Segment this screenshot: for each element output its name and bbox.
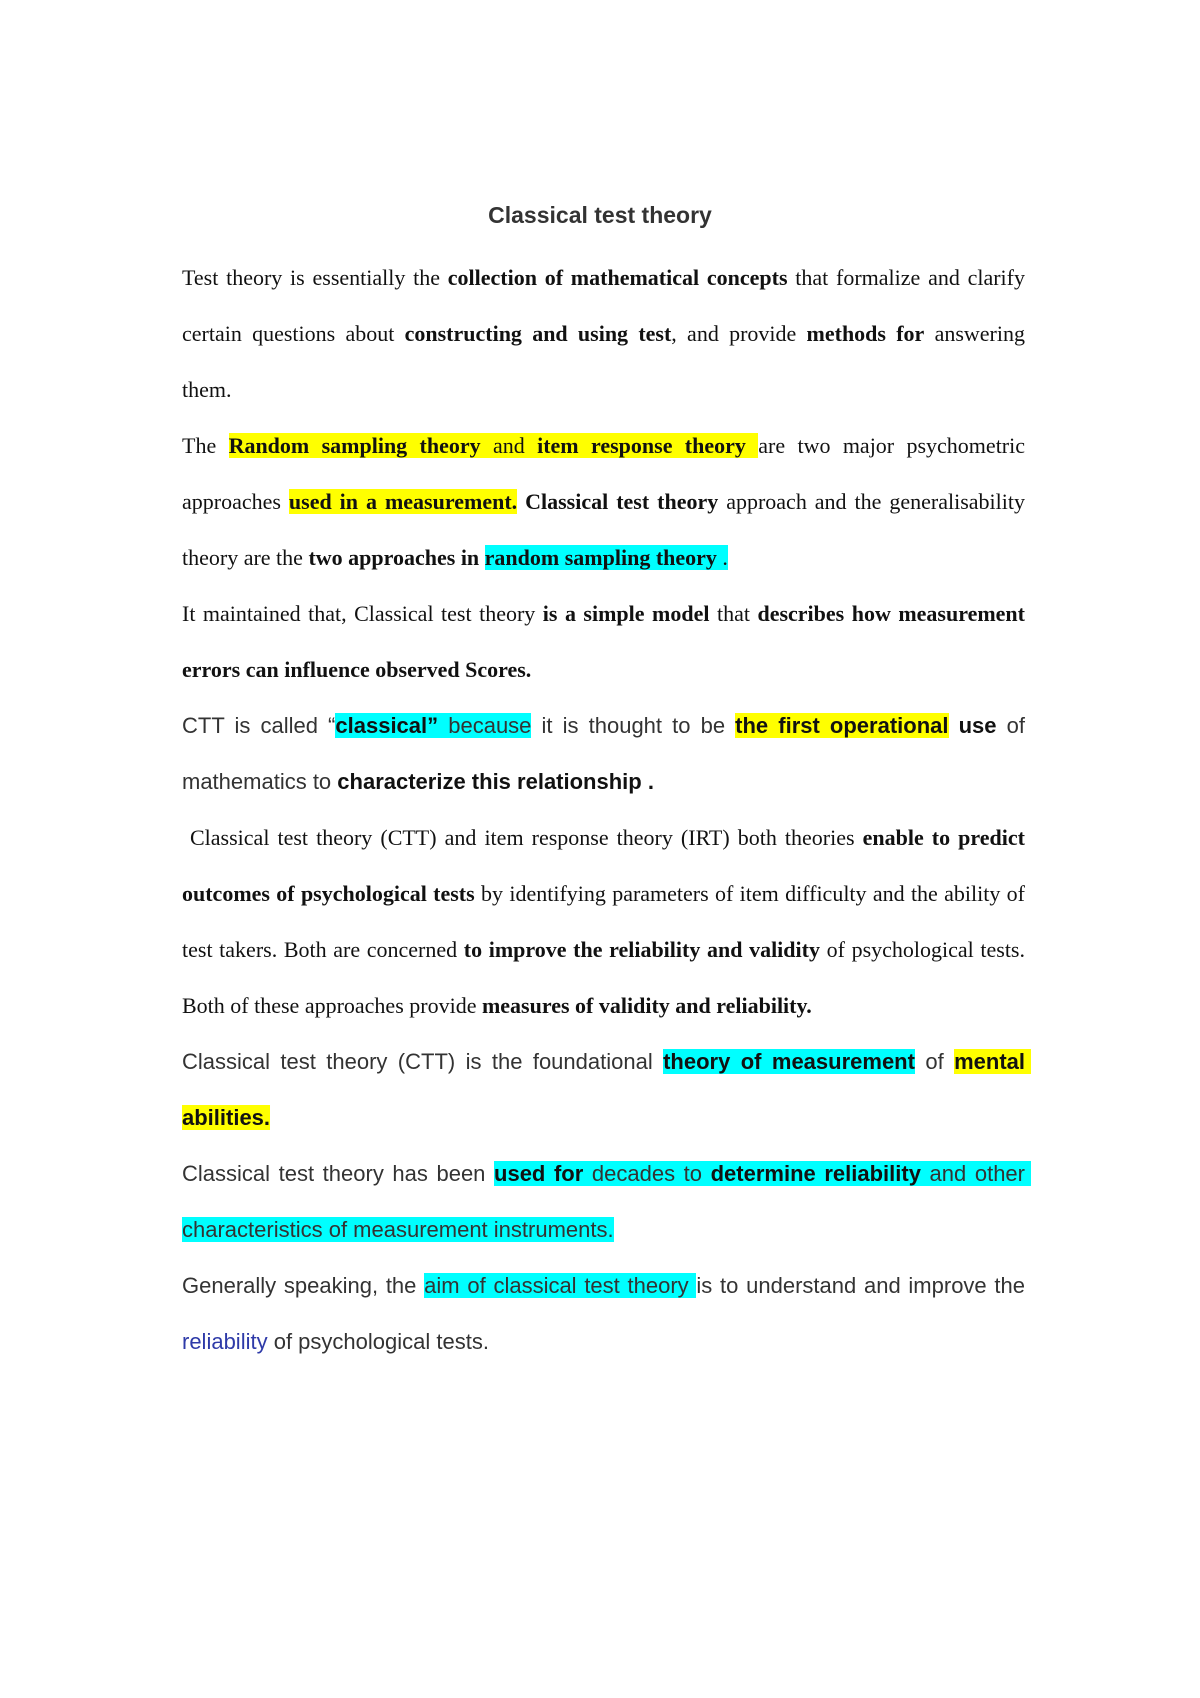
text-run: The	[182, 433, 229, 458]
page-title: Classical test theory	[488, 202, 712, 228]
document-body	[182, 250, 1032, 1370]
highlighted-text: the first operational	[735, 713, 949, 738]
bold-text: describes how measurement errors can influence observed Scores.	[182, 601, 1031, 682]
text-run: of	[914, 1049, 955, 1074]
bold-text: two approaches in	[308, 545, 480, 570]
paragraph	[182, 1034, 1032, 1146]
text-run	[479, 545, 485, 570]
text-run: Generally speaking, the	[182, 1273, 425, 1298]
bold-text: collection of mathematical concepts	[447, 265, 788, 290]
text-run: Classical test theory (CTT) and item response theory (IRT) both theories	[190, 825, 863, 850]
text-run: that formalize and clarify certain questions about	[182, 265, 1031, 346]
text-run: CTT is called “	[182, 713, 336, 738]
link-text[interactable]: reliability	[182, 1329, 268, 1354]
text-run: of psychological tests. Both of these approaches provide	[182, 937, 1031, 1018]
text-run: approach and the generalisability theory are the	[182, 489, 1031, 570]
highlighted-text: decades to	[583, 1161, 711, 1186]
paragraph	[182, 250, 1031, 418]
text-run: that	[709, 601, 758, 626]
bold-text: enable to predict outcomes of psychological tests	[182, 825, 1031, 906]
highlighted-text	[746, 433, 758, 458]
bold-text: is a simple model	[542, 601, 710, 626]
text-run: of psychological tests.	[267, 1329, 489, 1354]
highlighted-text: and other characteristics of measurement instruments.	[182, 1161, 1032, 1242]
text-run: Classical test theory has been	[182, 1161, 495, 1186]
text-run: it is thought to be	[531, 713, 736, 738]
highlighted-text: used for	[494, 1161, 584, 1186]
paragraph	[182, 586, 1031, 698]
text-run: of mathematics to	[182, 713, 1032, 794]
text-run: , and provide	[671, 321, 807, 346]
highlighted-text: mental abilities.	[182, 1049, 1032, 1130]
bold-text: to improve the reliability and validity	[463, 937, 820, 962]
highlighted-text: because	[438, 713, 532, 738]
text-run: Classical test theory (CTT) is the foundational	[182, 1049, 664, 1074]
text-run: It maintained that, Classical test theory	[182, 601, 543, 626]
bold-text: constructing and using test	[404, 321, 672, 346]
bold-text: Classical test theory	[525, 489, 719, 514]
text-run: are two major psychometric approaches	[182, 433, 1031, 514]
highlighted-text: random sampling theory	[484, 545, 717, 570]
text-run	[517, 489, 525, 514]
text-run: by identifying parameters of item difficulty and the ability of test takers. Both are concerned	[182, 881, 1031, 962]
bold-text: use	[958, 713, 997, 738]
text-run: is to understand and improve the	[696, 1273, 1032, 1298]
highlighted-text: determine reliability	[710, 1161, 921, 1186]
text-run	[949, 713, 959, 738]
highlighted-text: item response theory	[537, 433, 746, 458]
paragraph	[182, 1146, 1032, 1258]
highlighted-text: theory of measurement	[663, 1049, 915, 1074]
bold-text: characterize this relationship .	[337, 769, 654, 794]
highlighted-text: and	[480, 433, 538, 458]
paragraph	[182, 698, 1032, 810]
highlighted-text: aim of classical test theory	[424, 1273, 697, 1298]
text-run: answering them.	[182, 321, 1031, 402]
highlighted-text: .	[716, 545, 728, 570]
highlighted-text: Random sampling theory	[228, 433, 481, 458]
bold-text: methods for	[806, 321, 925, 346]
text-run: Test theory is essentially the	[182, 265, 448, 290]
paragraph	[182, 418, 1031, 586]
bold-text: measures of validity and reliability.	[481, 993, 812, 1018]
paragraph	[182, 1258, 1032, 1370]
paragraph	[182, 810, 1031, 1034]
highlighted-text: used in a measurement.	[288, 489, 518, 514]
highlighted-text: classical”	[335, 713, 439, 738]
